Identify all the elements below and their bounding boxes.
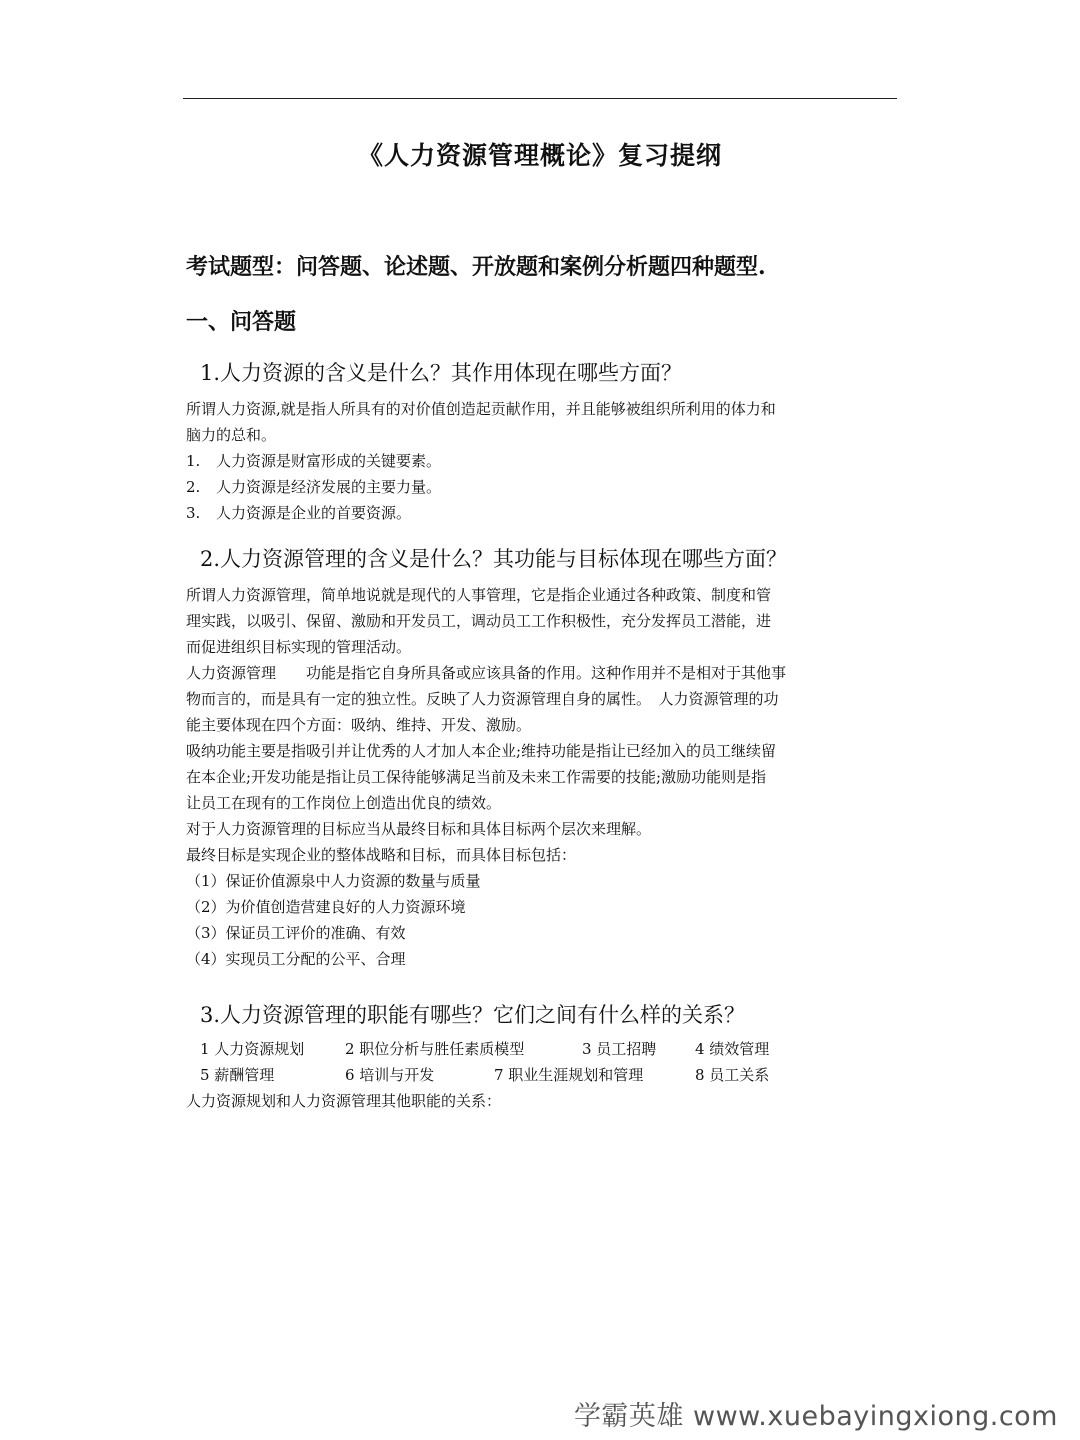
function-item: 5 薪酬管理 — [200, 1066, 275, 1084]
exam-types-note: 考试题型：问答题、论述题、开放题和案例分析题四种题型. — [186, 254, 766, 280]
list-number: 3. — [186, 504, 201, 522]
question-1-answer — [186, 396, 896, 526]
paragraph-line: 而促进组织目标实现的管理活动。 — [186, 638, 412, 656]
question-3-answer — [186, 1088, 896, 1114]
header-rule — [183, 98, 897, 99]
list-number: 1. — [186, 452, 201, 470]
list-item — [186, 500, 896, 526]
list-text: 人力资源是经济发展的主要力量。 — [216, 478, 442, 496]
goal-item: （1）保证价值源泉中人力资源的数量与质量 — [186, 872, 481, 890]
goal-item: （2）为价值创造营建良好的人力资源环境 — [186, 898, 466, 916]
function-item: 4 绩效管理 — [695, 1040, 770, 1058]
paragraph-line: 所谓人力资源管理，简单地说就是现代的人事管理，它是指企业通过各种政策、制度和管 — [186, 586, 772, 604]
functions-row — [200, 1036, 769, 1062]
function-item: 8 员工关系 — [695, 1066, 770, 1084]
list-text: 人力资源是企业的首要资源。 — [216, 504, 412, 522]
question-1-heading: 1.人力资源的含义是什么？其作用体现在哪些方面？ — [200, 361, 683, 385]
goal-item: （4）实现员工分配的公平、合理 — [186, 950, 406, 968]
list-item — [186, 474, 896, 500]
paragraph-line: 在本企业;开发功能是指让员工保待能够满足当前及未来工作需要的技能;激励功能则是指 — [186, 768, 767, 786]
paragraph-line: 物而言的，而是具有一定的独立性。反映了人力资源管理自身的属性。 人力资源管理的功 — [186, 690, 779, 708]
site-watermark: 学霸英雄 www.xuebayingxiong.com — [573, 1401, 1058, 1432]
document-title: 《人力资源管理概论》复习提纲 — [357, 141, 722, 170]
paragraph-line: 理实践，以吸引、保留、激励和开发员工，调动员工工作积极性，充分发挥员工潜能，进 — [186, 612, 772, 630]
goal-item: （3）保证员工评价的准确、有效 — [186, 924, 406, 942]
paragraph-line: 能主要体现在四个方面：吸纳、维持、开发、激励。 — [186, 716, 532, 734]
question-2-heading: 2.人力资源管理的含义是什么？其功能与目标体现在哪些方面？ — [200, 547, 788, 571]
question-2-answer — [186, 582, 896, 972]
paragraph-line: 最终目标是实现企业的整体战略和目标，而具体目标包括： — [186, 846, 577, 864]
paragraph-line: 让员工在现有的工作岗位上创造出优良的绩效。 — [186, 794, 502, 812]
section-heading-qa: 一、问答题 — [186, 309, 297, 335]
paragraph-line: 吸纳功能主要是指吸引并让优秀的人才加人本企业;维持功能是指让已经加入的员工继续留 — [186, 742, 777, 760]
functions-row — [200, 1062, 769, 1088]
function-item: 3 员工招聘 — [582, 1040, 657, 1058]
function-item: 6 培训与开发 — [345, 1066, 435, 1084]
numbered-list — [186, 448, 896, 526]
list-text: 人力资源是财富形成的关键要素。 — [216, 452, 442, 470]
paragraph-line: 人力资源管理 功能是指它自身所具备或应该具备的作用。这种作用并不是相对于其他事 — [186, 664, 787, 682]
paragraph-line: 所谓人力资源,就是指人所具有的对价值创造起贡献作用，并且能够被组织所利用的体力和 — [186, 400, 776, 418]
paragraph-line: 脑力的总和。 — [186, 426, 277, 444]
paragraph-line: 人力资源规划和人力资源管理其他职能的关系： — [186, 1092, 502, 1110]
function-item: 7 职业生涯规划和管理 — [494, 1066, 644, 1084]
function-item: 1 人力资源规划 — [200, 1040, 305, 1058]
question-3-heading: 3.人力资源管理的职能有哪些？它们之间有什么样的关系？ — [200, 1003, 746, 1027]
list-number: 2. — [186, 478, 201, 496]
paragraph-line: 对于人力资源管理的目标应当从最终目标和具体目标两个层次来理解。 — [186, 820, 652, 838]
function-item: 2 职位分析与胜任素质模型 — [345, 1040, 525, 1058]
functions-grid — [200, 1036, 769, 1088]
list-item — [186, 448, 896, 474]
